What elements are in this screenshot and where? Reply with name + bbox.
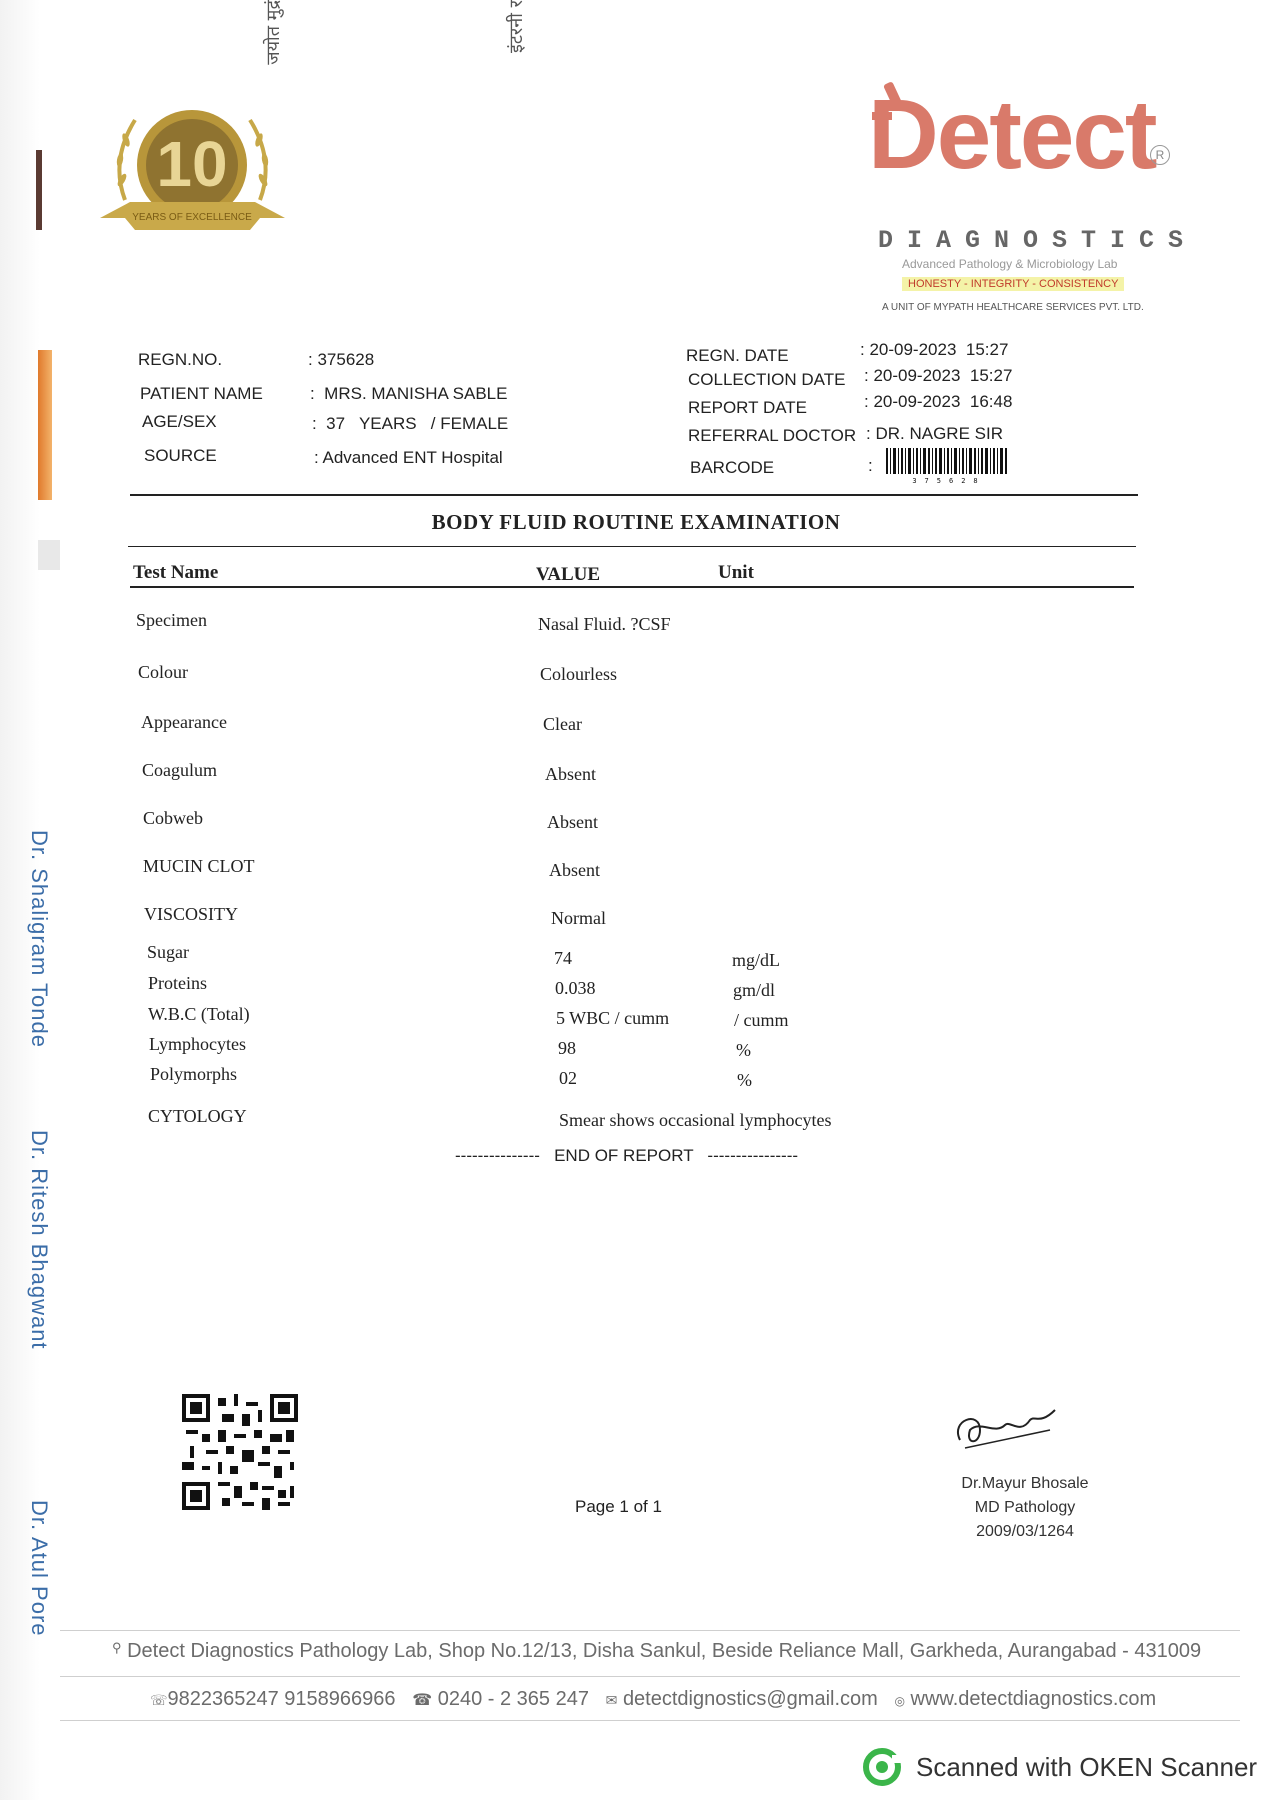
- oken-scanner-logo-icon: [862, 1747, 906, 1787]
- result-name: Sugar: [147, 942, 189, 962]
- result-name: Cobweb: [143, 808, 203, 828]
- result-value: 74: [554, 948, 572, 968]
- patient-name-label: PATIENT NAME: [140, 384, 263, 403]
- svg-text:375628: 375628: [912, 477, 986, 484]
- footer-address: ⚲ Detect Diagnostics Pathology Lab, Shop No.12/13, Disha Sankul, Beside Reliance Mall, Garkheda, Aurangabad - 431009: [112, 1640, 1202, 1662]
- report-title: BODY FLUID ROUTINE EXAMINATION: [431, 510, 841, 534]
- result-name: Appearance: [141, 712, 227, 732]
- column-rule: [130, 586, 1134, 588]
- qr-code-icon: [182, 1392, 298, 1512]
- scanner-watermark: [862, 1746, 1257, 1788]
- scan-grey-strip: [38, 540, 60, 570]
- report-date-value: : 20-09-2023 16:48: [864, 392, 1013, 411]
- signature-icon: [950, 1400, 1060, 1460]
- telephone-icon: ☎: [412, 1692, 433, 1709]
- report-date-label: REPORT DATE: [688, 398, 808, 417]
- result-value: Absent: [549, 860, 600, 880]
- title-rule: [128, 546, 1136, 547]
- result-unit: %: [736, 1040, 751, 1060]
- barcode-colon: :: [868, 456, 873, 475]
- barcode-icon: [884, 448, 1014, 484]
- result-value: 0.038: [555, 978, 596, 998]
- logo-wordmark: Detect: [868, 79, 1156, 189]
- footer-rule-mid: [60, 1676, 1240, 1677]
- email-icon: ✉: [605, 1692, 618, 1708]
- result-name: Specimen: [136, 610, 207, 630]
- patient-name-value: : MRS. MANISHA SABLE: [310, 384, 508, 403]
- page-number: Page 1 of 1: [575, 1497, 662, 1516]
- scan-mark: [36, 150, 42, 230]
- logo-values: HONESTY - INTEGRITY - CONSISTENCY: [902, 277, 1124, 291]
- barcode-label: BARCODE: [690, 458, 775, 477]
- collection-date-label: COLLECTION DATE: [688, 370, 846, 389]
- result-value: Normal: [551, 908, 606, 928]
- location-pin-icon: ⚲: [112, 1640, 122, 1655]
- scanner-text: Scanned with OKEN Scanner: [916, 1751, 1258, 1782]
- end-of-report-line: --------------- END OF REPORT ----------------: [455, 1146, 799, 1165]
- footer-rule-top: [60, 1630, 1240, 1631]
- side-name-2: Dr. Ritesh Bhagwant: [27, 1130, 52, 1350]
- doctor-name: Dr.Mayur Bhosale: [961, 1475, 1089, 1492]
- column-value: VALUE: [536, 564, 601, 585]
- regn-no-label: REGN.NO.: [138, 350, 223, 369]
- side-name-3: Dr. Atul Pore: [27, 1500, 52, 1637]
- registered-mark: R: [1150, 145, 1170, 165]
- result-name: Proteins: [148, 973, 208, 993]
- result-value: Smear shows occasional lymphocytes: [559, 1110, 832, 1130]
- result-value: Nasal Fluid. ?CSF: [538, 614, 671, 634]
- doctor-reg: 2009/03/1264: [976, 1523, 1074, 1540]
- result-unit: gm/dl: [733, 980, 776, 1000]
- result-unit: %: [737, 1070, 752, 1090]
- result-name: W.B.C (Total): [148, 1004, 250, 1024]
- header-rule: [130, 494, 1138, 496]
- logo-tagline: Advanced Pathology & Microbiology Lab: [902, 257, 1118, 271]
- logo-unit: A UNIT OF MYPATH HEALTHCARE SERVICES PVT. LTD.: [882, 302, 1144, 313]
- doctor-degree: MD Pathology: [974, 1499, 1076, 1516]
- source-label: SOURCE: [144, 446, 217, 465]
- result-value: Absent: [545, 764, 596, 784]
- referral-doctor-value: : DR. NAGRE SIR: [866, 424, 1003, 443]
- logo-subword: DIAGNOSTICS: [878, 226, 1198, 255]
- age-sex-label: AGE/SEX: [142, 412, 217, 431]
- source-value: : Advanced ENT Hospital: [314, 448, 503, 467]
- ten-years-badge-icon: [100, 90, 285, 250]
- top-fragment-1: जयोत मुद्रं: [263, 0, 284, 65]
- column-unit: Unit: [718, 562, 754, 583]
- result-value: Clear: [543, 714, 582, 734]
- column-test-name: Test Name: [133, 562, 219, 583]
- result-value: Colourless: [540, 664, 618, 684]
- result-name: VISCOSITY: [144, 904, 239, 924]
- phone-icon: ☏: [150, 1692, 168, 1708]
- side-name-1: Dr. Shaligram Tonde: [27, 830, 52, 1048]
- result-unit: / cumm: [734, 1010, 789, 1030]
- regn-date-value: : 20-09-2023 15:27: [860, 340, 1009, 359]
- result-unit: mg/dL: [732, 950, 780, 970]
- regn-no-value: : 375628: [308, 350, 375, 369]
- referral-doctor-label: REFERRAL DOCTOR: [688, 426, 857, 445]
- result-name: CYTOLOGY: [148, 1106, 247, 1126]
- doctor-block: [940, 1472, 1110, 1544]
- collection-date-value: : 20-09-2023 15:27: [864, 366, 1013, 385]
- scan-orange-strip: [38, 350, 52, 500]
- globe-icon: ◎: [894, 1694, 905, 1708]
- result-value: 98: [558, 1038, 576, 1058]
- result-value: 02: [559, 1068, 577, 1088]
- regn-date-label: REGN. DATE: [686, 346, 789, 365]
- svg-text:10: 10: [156, 128, 228, 200]
- result-name: Coagulum: [142, 760, 217, 780]
- footer-contact: ☏9822365247 9158966966 ☎ 0240 - 2 365 247 ✉ detectdignostics@gmail.com ◎ www.detectdiagnostics.com: [150, 1688, 1157, 1710]
- result-name: MUCIN CLOT: [143, 856, 255, 876]
- result-name: Lymphocytes: [149, 1034, 246, 1054]
- age-sex-value: : 37 YEARS / FEMALE: [312, 414, 509, 433]
- result-name: Colour: [138, 662, 189, 682]
- footer-rule-bottom: [60, 1720, 1240, 1721]
- result-value: Absent: [547, 812, 598, 832]
- result-value: 5 WBC / cumm: [556, 1008, 670, 1028]
- result-name: Polymorphs: [150, 1064, 238, 1084]
- top-fragment-2: इंटरनी र: [506, 0, 527, 54]
- svg-text:YEARS OF EXCELLENCE: YEARS OF EXCELLENCE: [132, 212, 252, 223]
